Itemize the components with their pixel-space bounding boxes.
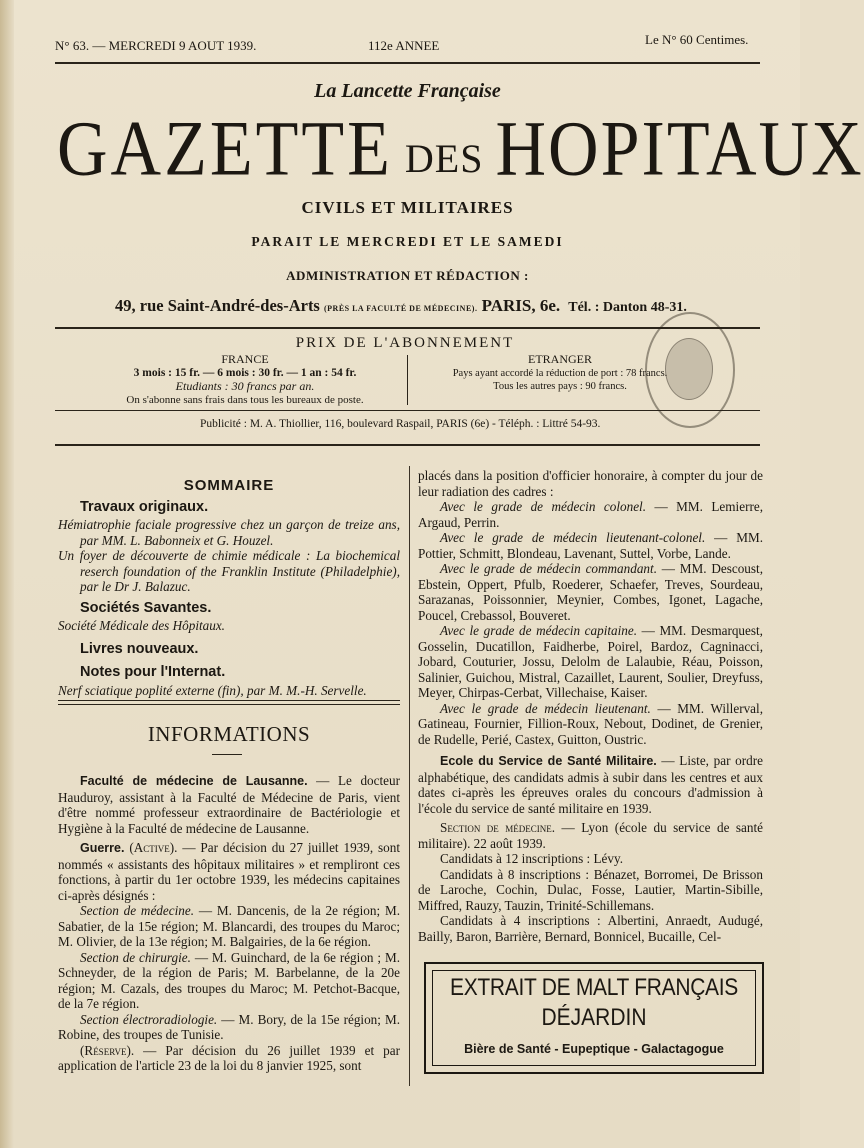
title-des: DES — [404, 136, 484, 181]
foreign-rate-other: Tous les autres pays : 90 francs. — [493, 381, 627, 392]
sommaire-item-chimie: Un foyer de découverte de chimie médicale : La biochemical reserch foundation of the Franklin Institute (Philadelphie), par le Dr J. Balazuc. — [58, 548, 400, 594]
subscription-france — [95, 353, 395, 407]
informations-heading: INFORMATIONS — [147, 722, 311, 746]
france-label: FRANCE — [221, 352, 269, 366]
rc-candidats-12: Candidats à 12 inscriptions : Lévy. — [440, 851, 624, 866]
sommaire-livres: Livres nouveaux. — [80, 640, 199, 657]
address-phone: Tél. : Danton 48-31. — [568, 300, 687, 315]
issue-info: N° 63. — MERCREDI 9 AOUT 1939. — [55, 38, 257, 53]
info-reserve: (Réserve). — Par décision du 26 juillet 1939 et par application de l'article 23 de la loi du 8 janvier 1925, sont — [58, 1042, 400, 1073]
sommaire-notes: Notes pour l'Internat. — [80, 664, 226, 680]
sommaire-travaux: Travaux originaux. — [80, 498, 209, 515]
rc-candidats-8: Candidats à 8 inscriptions : Bénazet, Borromei, De Brisson de Laroche, Cochin, Dulac, Fosse, Lautier, Martin-Sibille, Miffred, Rauzy, Tauzin, Trinité-Schillemans. — [418, 866, 763, 913]
title-hopitaux: HOPITAUX — [495, 106, 864, 193]
rc-section-medecine: Section de médecine. — Lyon (école du service de santé militaire). 22 août 1939. — [418, 820, 763, 851]
malt-advertisement — [424, 962, 764, 1074]
rc-capitaine: Avec le grade de médecin capitaine. — MM. Desmarquest, Gosselin, Ducatillon, Faidherbe, Poirel, Bardoz, Cagninacci, Jobard, Couturier, Jossu, Delolm de Lalaubie, Réau, Poisson, Salinier, Guichou, Mistral, Cazaillet, Laurent, Soulier, Dreyfuss, Meyer, Chirpas-Cerbat, Villechaise, Kaiser. — [418, 623, 763, 700]
students-rate: Etudiants : 30 francs par an. — [175, 379, 315, 393]
rc-colonel: Avec le grade de médecin colonel. — MM. Lemierre, Argaud, Perrin. — [418, 499, 763, 530]
address — [115, 296, 687, 316]
schedule: PARAIT LE MERCREDI ET LE SAMEDI — [251, 234, 564, 249]
subscription-divider — [407, 355, 408, 405]
info-section-chirurgie: Section de chirurgie. — M. Guinchard, de la 6e région ; M. Schneyder, de la région de Paris; M. Barbelanne, de la 20e région; M. Cazals, des troupes du Maroc; M. Petchot-Bacque, de la 7e région. — [58, 949, 400, 1011]
info-section-medecine: Section de médecine. — M. Dancenis, de la 2e région; M. Sabatier, de la 15e région; M. Blancardi, des troupes du Maroc; M. Olivier, de la 13e région; M. Balgairies, de la 6e région. — [58, 903, 400, 949]
publicity-line: Publicité : M. A. Thiollier, 116, boulevard Raspail, PARIS (6e) - Téléph. : Littré 54-93. — [200, 418, 601, 430]
title-gazette: GAZETTE — [57, 106, 393, 193]
price-info: Le N° 60 Centimes. — [645, 32, 749, 47]
sommaire-rule-2 — [58, 704, 400, 705]
info-guerre: Guerre. (Active). — Par décision du 27 juillet 1939, sont nommés « assistants des hôpitaux militaires » et rempliront ces fonctions, à partir du 1er octobre 1939, les médecins capitaines ci-après désignés : — [58, 840, 401, 903]
main-title — [57, 106, 864, 200]
year-info: 112e ANNEE — [368, 38, 440, 53]
ad-line-dejardin: DÉJARDIN — [541, 1004, 647, 1031]
sommaire-heading: SOMMAIRE — [183, 477, 275, 494]
info-lausanne: Faculté de médecine de Lausanne. — Le docteur Hauduroy, assistant à la Faculté de Médecine de Paris, vient d'être nommé professeur extraordinaire de Bactériologie et Hygiène à la Faculté de médecine de Lausanne. — [58, 773, 400, 836]
rc-candidats-4: Candidats à 4 inscriptions : Albertini, Anraedt, Audugé, Bailly, Baron, Barrière, Bernard, Bonnicel, Bucaille, Cel- — [418, 913, 763, 944]
foreign-rate-reduced: Pays ayant accordé la réduction de port : 78 francs. — [452, 367, 668, 379]
sommaire-item-societe: Société Médicale des Hôpitaux. — [58, 618, 225, 633]
column-divider — [409, 466, 410, 1086]
address-note: (PRÈS LA FACULTÉ DE MÉDECINE). — [323, 304, 478, 313]
rc-commandant: Avec le grade de médecin commandant. — MM. Descoust, Ebstein, Oppert, Pfulb, Roederer, Schaefer, Treves, Sourdeau, Sarazanas, Poissonnier, Meynier, Combes, Igonet, Lagache, Poucel, Crebassol, Bouveret. — [418, 561, 763, 623]
rc-lieutenant-colonel: Avec le grade de médecin lieutenant-colonel. — MM. Pottier, Schmitt, Blondeau, Lavenant, Suttel, Vorbe, Lande. — [418, 530, 764, 561]
address-city: PARIS, 6e. — [481, 296, 561, 315]
informations-body — [58, 773, 400, 1074]
sommaire-item-hemiatrophie: Hémiatrophie faciale progressive chez un garçon de treize ans, par MM. L. Babonneix et G. Houzel. — [58, 517, 400, 548]
rc-officiers-honoraires: placés dans la position d'officier honoraire, à compter du jour de leur radiation des cadres : — [418, 468, 763, 499]
post-office-note: On s'abonne sans frais dans tous les bureaux de poste. — [126, 393, 364, 406]
france-rates: 3 mois : 15 fr. — 6 mois : 30 fr. — 1 an : 54 fr. — [133, 366, 357, 379]
right-column — [418, 468, 763, 944]
sommaire-item-nerf: Nerf sciatique poplité externe (fin), par M. M.-H. Servelle. — [58, 682, 367, 698]
ad-line-biere: Bière de Santé - Eupeptique - Galactagogue — [464, 1042, 724, 1056]
page-binding-edge — [0, 0, 14, 1148]
sommaire-societes: Sociétés Savantes. — [80, 599, 212, 616]
subtitle: CIVILS ET MILITAIRES — [301, 198, 514, 217]
admin-heading: ADMINISTRATION ET RÉDACTION : — [286, 268, 529, 283]
top-rule — [55, 62, 760, 64]
supertitle: La Lancette Française — [314, 80, 501, 102]
rc-ecole-sante: Ecole du Service de Santé Militaire. — Liste, par ordre alphabétique, des candidats admis à subir dans les centres et aux dates ci-après les épreuves orales du concours d'admission à l'école du service de santé militaire en 1939. — [418, 753, 764, 816]
subscription-rule — [55, 410, 760, 411]
foreign-label: ETRANGER — [528, 352, 592, 366]
header-bottom-rule — [55, 444, 760, 446]
sommaire-section — [58, 478, 400, 698]
rc-lieutenant: Avec le grade de médecin lieutenant. — MM. Willerval, Gatineau, Fournier, Fillion-Roux, Nebout, Dodinet, de Grenier, de Rudelle, Perié, Castex, Guitton, Oustric. — [418, 700, 764, 747]
sommaire-rule — [58, 700, 400, 701]
info-section-electroradiologie: Section électroradiologie. — M. Bory, de la 15e région; M. Robine, des troupes de Tunisie. — [58, 1011, 401, 1042]
ad-line-extrait: EXTRAIT DE MALT FRANÇAIS — [449, 974, 739, 1001]
informations-rule — [212, 754, 242, 755]
subscription-heading: PRIX DE L'ABONNEMENT — [295, 335, 515, 351]
address-street: 49, rue Saint-André-des-Arts — [115, 296, 320, 315]
masthead-rule — [55, 327, 760, 329]
